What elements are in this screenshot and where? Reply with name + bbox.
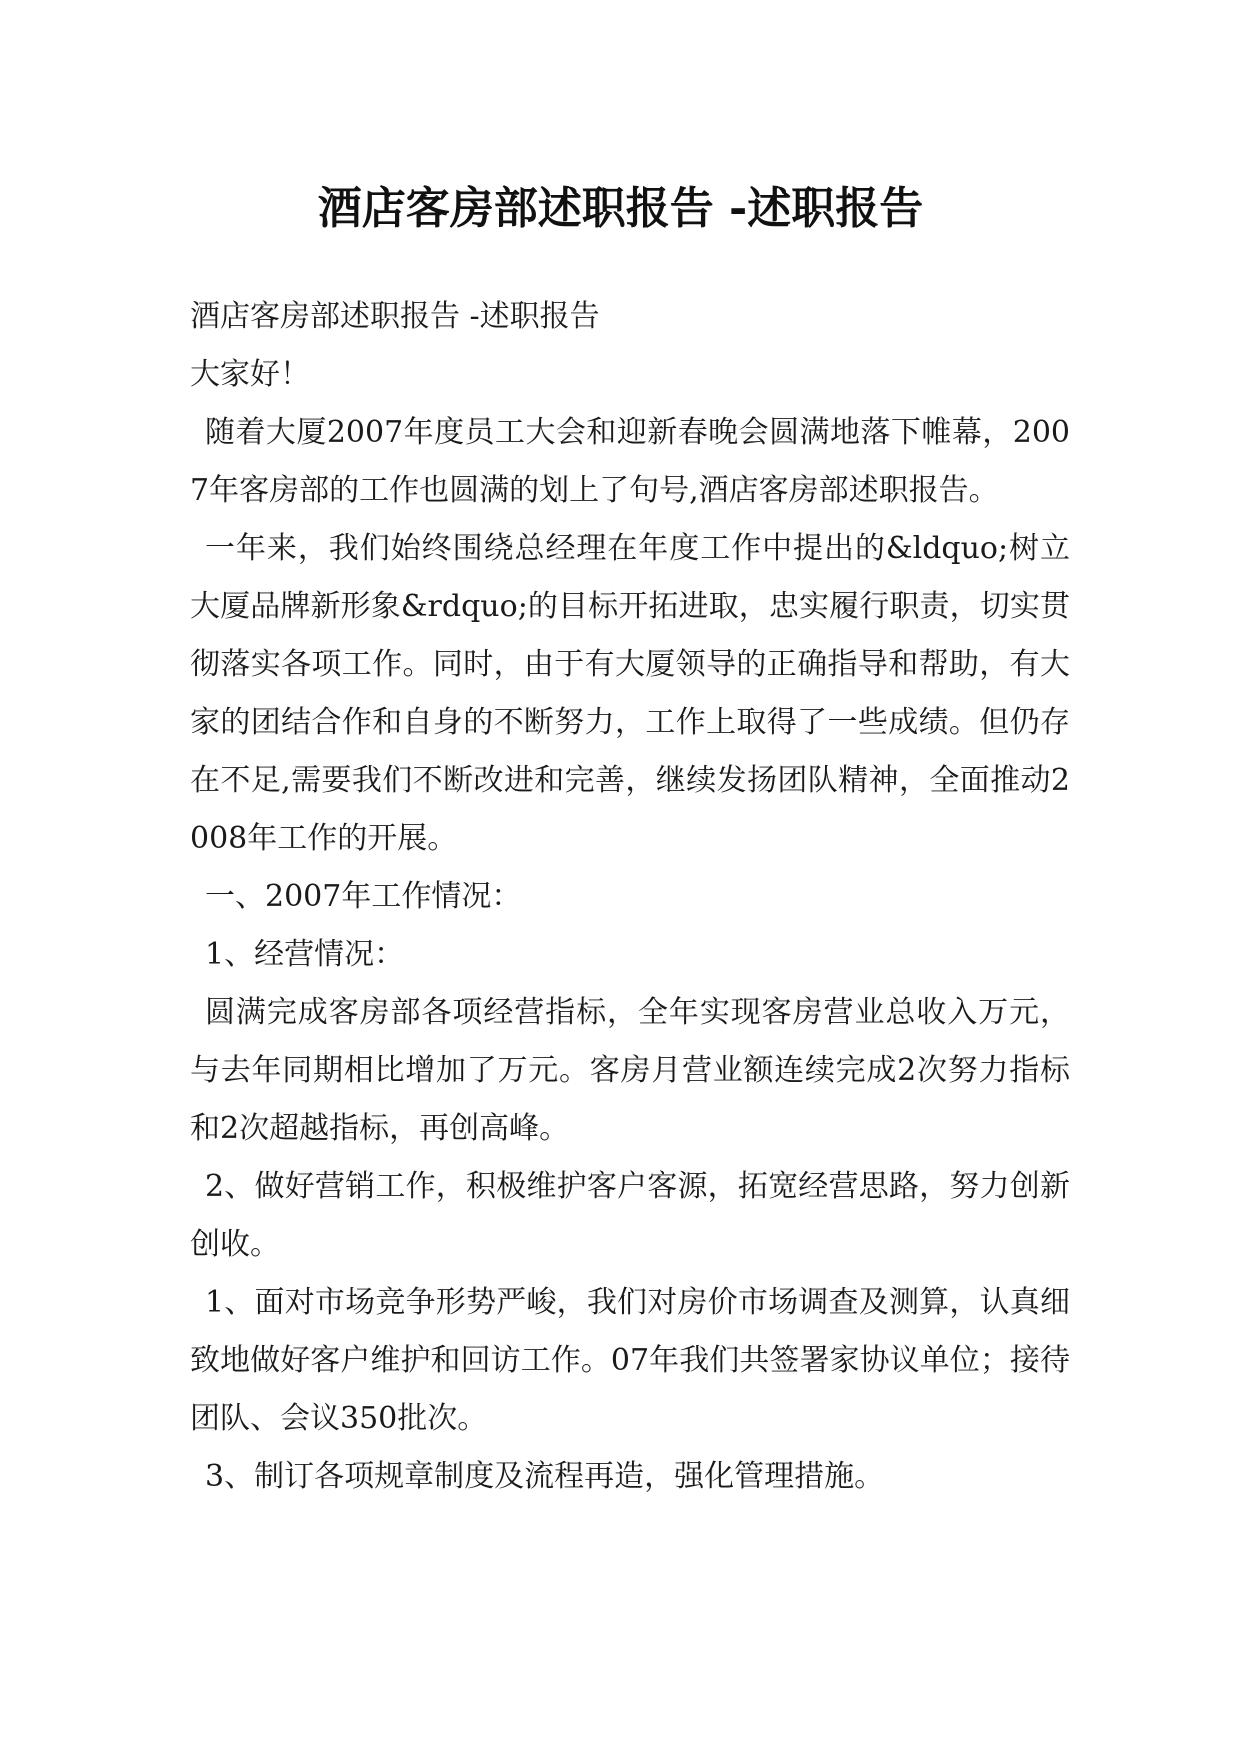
paragraph-summary: 一年来，我们始终围绕总经理在年度工作中提出的&ldquo;树立大厦品牌新形象&rdquo;的目标开拓进取，忠实履行职责，切实贯彻落实各项工作。同时，由于有大厦领导的正确指导和帮助，有大家的团结合作和自身的不断努力，工作上取得了一些成绩。但仍存在不足,需要我们不断改进和完善，继续发扬团队精神，全面推动2008年工作的开展。 — [190, 531, 1070, 856]
document-body — [190, 288, 1070, 1506]
document-title: 酒店客房部述职报告 -述职报告 — [317, 183, 924, 235]
paragraph-subtitle: 酒店客房部述职报告 -述职报告 — [190, 299, 600, 334]
paragraph-greeting: 大家好！ — [190, 357, 310, 392]
paragraph-marketing: 1、面对市场竞争形势严峻，我们对房价市场调查及测算，认真细致地做好客户维护和回访工作。07年我们共签署家协议单位；接待团队、会议350批次。 — [190, 1285, 1070, 1436]
subsection-heading-regulations: 3、制订各项规章制度及流程再造，强化管理措施。 — [205, 1459, 885, 1494]
paragraph-intro: 随着大厦2007年度员工大会和迎新春晚会圆满地落下帷幕，2007年客房部的工作也圆满的划上了句号,酒店客房部述职报告。 — [190, 415, 1070, 508]
subsection-heading-marketing: 2、做好营销工作，积极维护客户客源，拓宽经营思路，努力创新创收。 — [190, 1169, 1070, 1262]
section-heading-work-2007: 一、2007年工作情况： — [205, 879, 522, 914]
subsection-heading-operations: 1、经营情况： — [205, 937, 405, 972]
paragraph-operations: 圆满完成客房部各项经营指标，全年实现客房营业总收入万元，与去年同期相比增加了万元。客房月营业额连续完成2次努力指标和2次超越指标，再创高峰。 — [190, 995, 1070, 1146]
